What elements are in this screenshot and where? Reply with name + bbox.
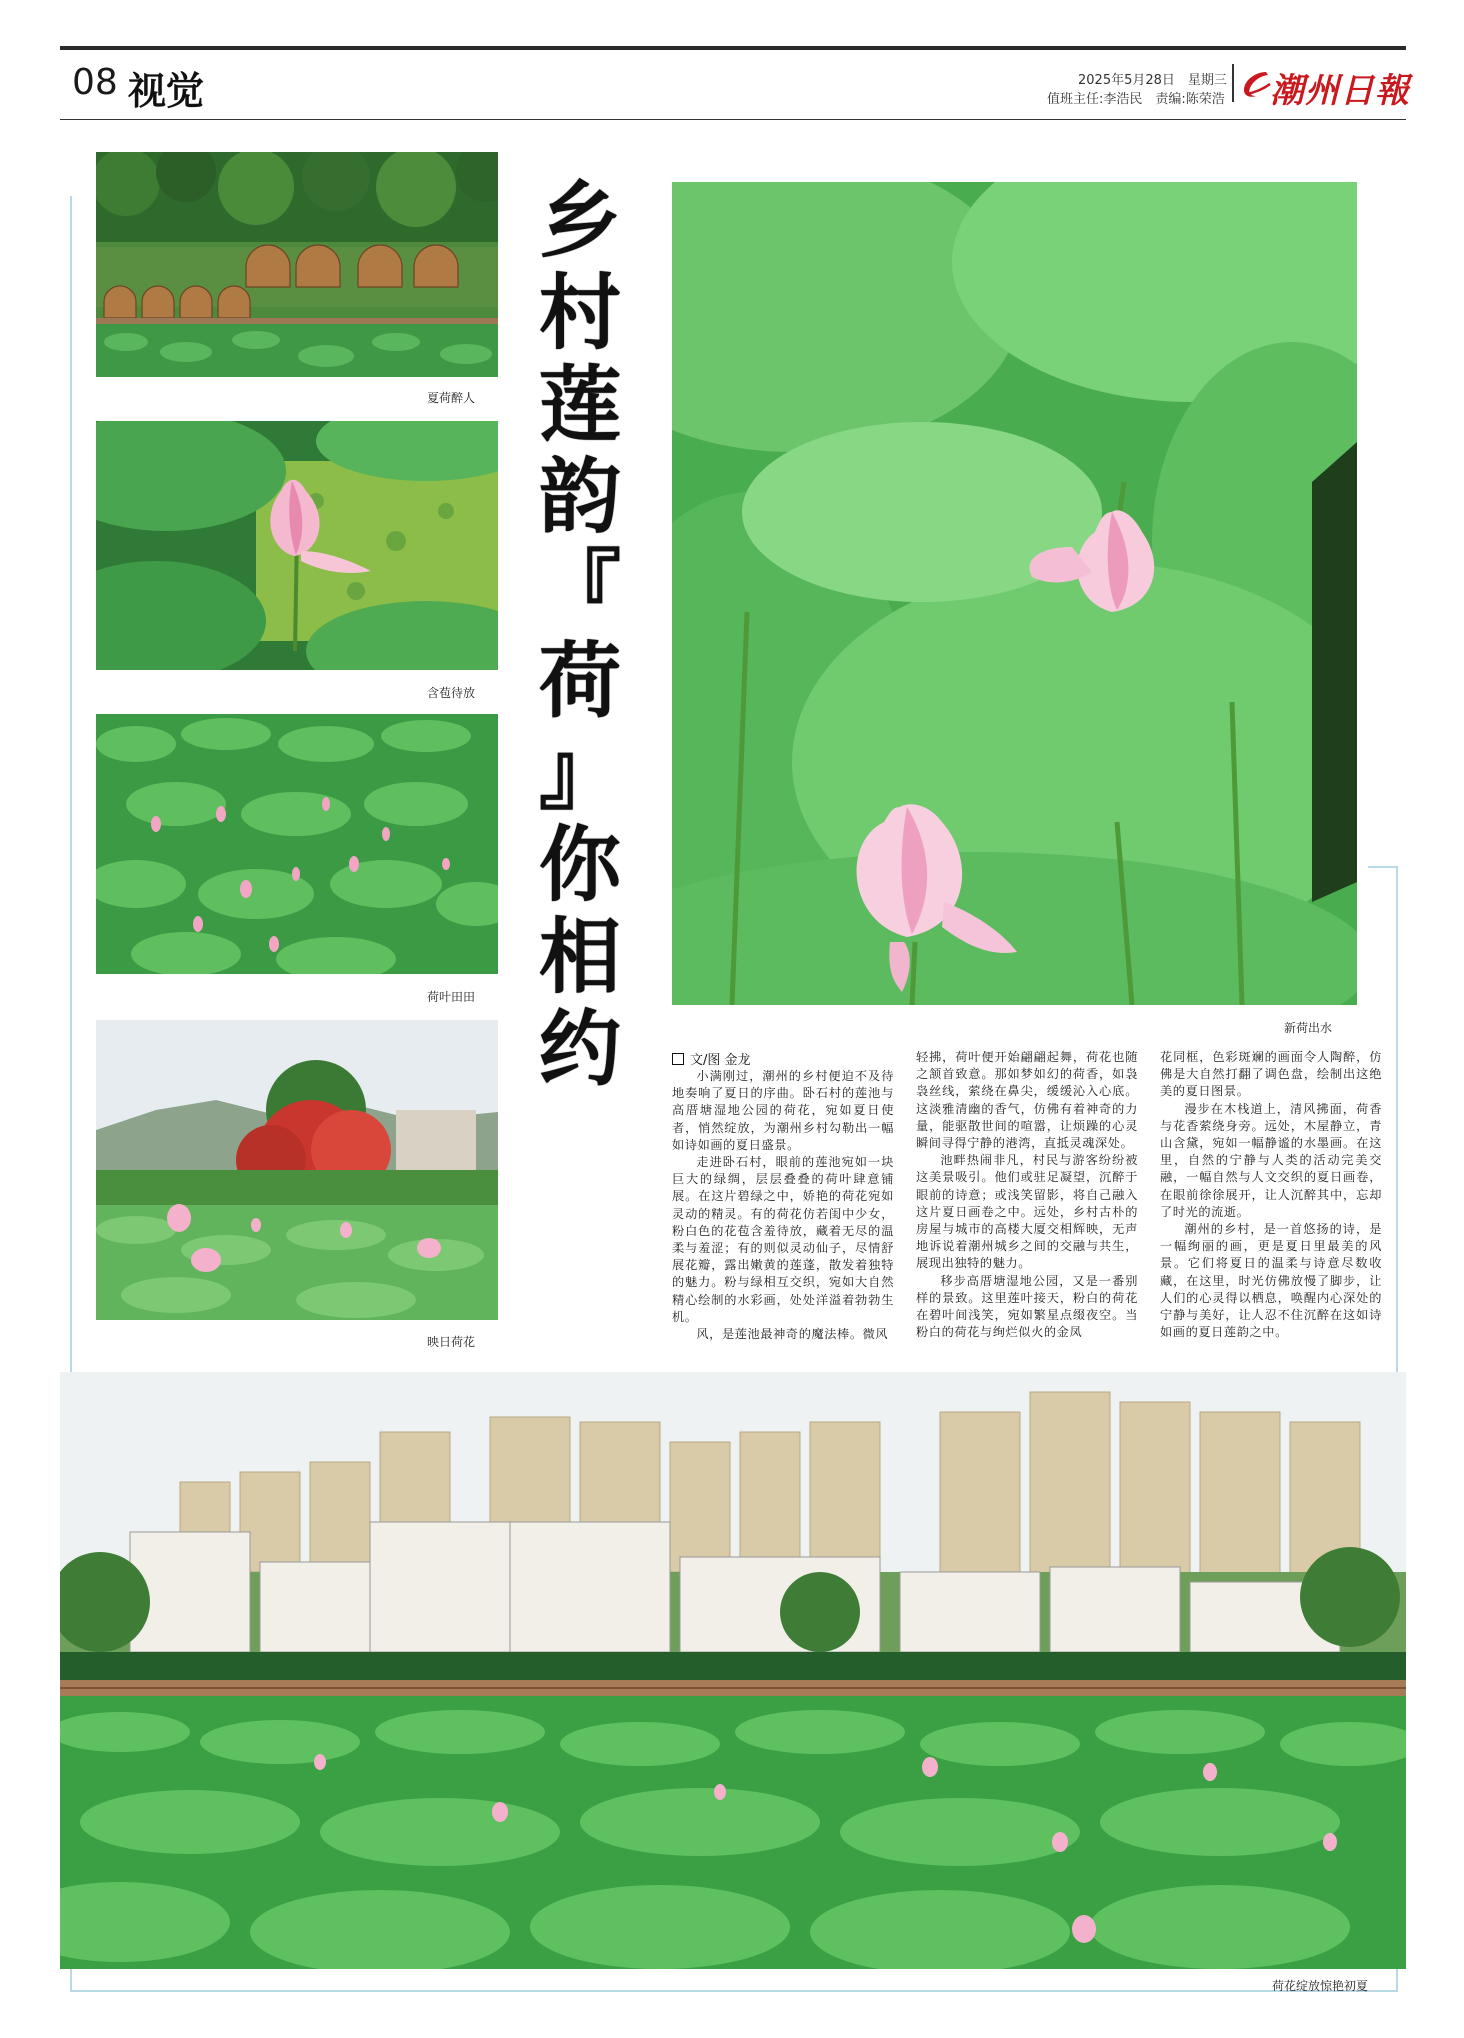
frame-line-bottom — [70, 1990, 1398, 1992]
photo-main-lotus — [672, 182, 1357, 1005]
headline-char: 荷 — [538, 634, 621, 729]
article-paragraph: 池畔热闹非凡，村民与游客纷纷被这美景吸引。他们或驻足凝望，沉醉于眼前的诗意；或浅笑留影，将自己融入这片夏日画卷之中。远处，乡村古朴的房屋与城市的高楼大厦交相辉映，无声地诉说着潮州城乡之间的交融与共生，展现出独特的魅力。 — [916, 1153, 1138, 1271]
caption-main-photo: 新荷出水 — [1284, 1021, 1333, 1035]
byline — [672, 1049, 751, 1068]
photo-lotus-bud — [96, 421, 498, 670]
photo-lotus-flame-tree — [96, 1020, 498, 1320]
headline-vertical — [532, 176, 628, 1096]
article-column-2 — [916, 1049, 1138, 1341]
date-line: 2025年5月28日 星期三 — [1078, 73, 1227, 88]
article-paragraph: 花同框，色彩斑斓的画面令人陶醉，仿佛是大自然打翻了调色盘，绘制出这绝美的夏日图景。 — [1160, 1050, 1382, 1099]
headline-char: 莲 — [538, 358, 621, 453]
frame-line-right-top — [1368, 866, 1396, 868]
headline-char: 乡 — [538, 174, 621, 269]
caption-photo-1: 夏荷醉人 — [427, 391, 476, 405]
article-column-1 — [672, 1068, 894, 1343]
article-paragraph: 移步高厝塘湿地公园，又是一番别样的景致。这里莲叶接天，粉白的荷花在碧叶间浅笑，宛如繁星点缀夜空。当粉白的荷花与绚烂似火的金凤 — [916, 1273, 1138, 1340]
headline-char: 约 — [538, 1002, 621, 1097]
masthead-divider — [1232, 64, 1234, 102]
caption-panorama: 荷花绽放惊艳初夏 — [1272, 1979, 1369, 1993]
masthead-bottom-rule — [60, 119, 1406, 120]
byline-box-icon — [672, 1053, 684, 1065]
photo-cabins-lotus-pond — [96, 152, 498, 377]
article-paragraph: 走进卧石村，眼前的莲池宛如一块巨大的绿绸，层层叠叠的荷叶肆意铺展。在这片碧绿之中，娇艳的荷花宛如灵动的精灵。有的荷花仿若闺中少女，粉白色的花苞含羞待放，藏着无尽的温柔与羞涩；有的则似灵动仙子，尽情舒展花瓣，露出嫩黄的莲蓬，散发着独特的魅力。粉与绿相互交织，宛如大自然精心绘制的水彩画，处处洋溢着勃勃生机。 — [672, 1155, 894, 1324]
photo-lotus-leaves-field — [96, 714, 498, 974]
caption-photo-2: 含苞待放 — [427, 686, 476, 700]
headline-char: 韵 — [538, 450, 621, 545]
headline-char: 相 — [538, 910, 621, 1005]
photo-panorama-lotus-town — [60, 1372, 1406, 1969]
headline-char: 』 — [538, 726, 621, 821]
article-paragraph: 小满刚过，潮州的乡村便迫不及待地奏响了夏日的序曲。卧石村的莲池与高厝塘湿地公园的荷花，宛如夏日使者，悄然绽放，为潮州乡村勾勒出一幅如诗如画的夏日盛景。 — [672, 1069, 894, 1152]
newspaper-logo-icon — [1238, 66, 1274, 102]
newspaper-logo: 潮州日報 — [1270, 71, 1410, 111]
headline-char: 你 — [538, 818, 621, 913]
byline-text: 文/图 金龙 — [690, 1053, 751, 1068]
headline-char: 村 — [538, 266, 621, 361]
caption-photo-4: 映日荷花 — [427, 1335, 476, 1349]
article-paragraph: 轻拂，荷叶便开始翩翩起舞，荷花也随之颔首致意。那如梦如幻的荷香，如袅袅丝线，萦绕在鼻尖，缓缓沁入心底。这淡雅清幽的香气，仿佛有着神奇的力量，能驱散世间的喧嚣，让烦躁的心灵瞬间寻得宁静的港湾，直抵灵魂深处。 — [916, 1050, 1138, 1151]
frame-line-left — [70, 196, 72, 1372]
article-paragraph: 潮州的乡村，是一首悠扬的诗，是一幅绚丽的画，更是夏日里最美的风景。它们将夏日的温柔与诗意尽数收藏，在这里，时光仿佛放慢了脚步，让人们的心灵得以栖息，唤醒内心深处的宁静与美好，让人忍不住沉醉在这如诗如画的夏日莲韵之中。 — [1160, 1222, 1382, 1340]
article-paragraph: 风，是莲池最神奇的魔法棒。微风 — [696, 1327, 889, 1342]
section-title: 视觉 — [128, 69, 205, 113]
masthead-top-rule — [60, 46, 1406, 50]
article-paragraph: 漫步在木栈道上，清风拂面，荷香与花香萦绕身旁。远处，木屋静立，青山含黛，宛如一幅静谧的水墨画。在这里，自然的宁静与人类的活动完美交融，一幅自然与人文交织的夏日画卷，在眼前徐徐展开，让人沉醉其中，忘却了时光的流逝。 — [1160, 1101, 1382, 1219]
editor-line: 值班主任:李浩民 责编:陈荣浩 — [1047, 92, 1225, 107]
page-number: 08 — [72, 62, 118, 103]
article-column-3 — [1160, 1049, 1382, 1341]
caption-photo-3: 荷叶田田 — [427, 990, 476, 1004]
headline-char: 『 — [538, 542, 621, 637]
